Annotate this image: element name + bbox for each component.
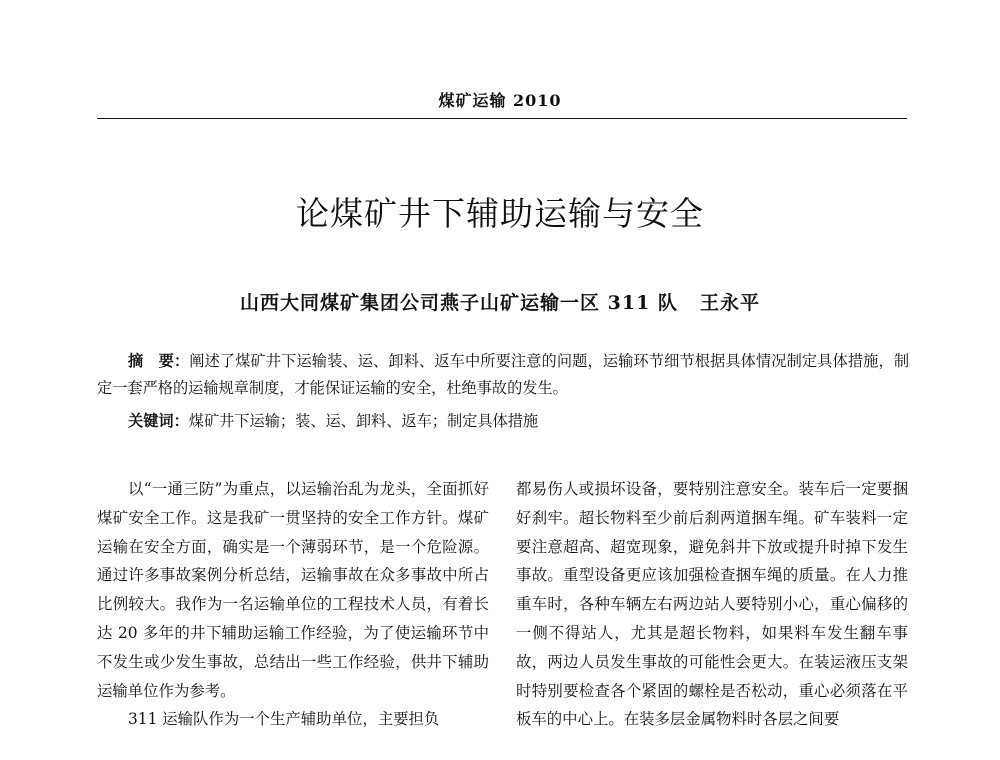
abstract-text: 阐述了煤矿井下运输装、运、卸料、返车中所要注意的问题，运输环节细节根据具体情况制定具体措施，制定一套严格的运输规章制度，才能保证运输的安全，杜绝事故的发生。 [97, 352, 910, 397]
body-paragraph: 以“一通三防”为重点，以运输治乱为龙头，全面抓好煤矿安全工作。这是我矿一贯坚持的安全工作方针。煤矿运输在安全方面，确实是一个薄弱环节，是一个危险源。通过许多事故案例分析总结，运输事故在众多事故中所占比例较大。我作为一名运输单位的工程技术人员，有着长达 20 多年的井下辅助运输工作经验，为了使运输环节中不发生或少发生事故，总结出一些工作经验，供井下辅助运输单位作为参考。 [97, 480, 489, 700]
author-name: 王永平 [699, 292, 760, 314]
abstract-label: 摘 要： [128, 352, 190, 370]
keywords-text: 煤矿井下运输；装、运、卸料、返车；制定具体措施 [188, 412, 539, 430]
affiliation: 山西大同煤矿集团公司燕子山矿运输一区 311 队 [240, 292, 678, 314]
body-paragraph: 都易伤人或损坏设备，要特别注意安全。装车后一定要捆好刹牢。超长物料至少前后刹两道捆车绳。矿车装料一定要注意超高、超宽现象，避免斜井下放或提升时掉下发生事故。重型设备更应该加强检查捆车绳的质量。在人力推重车时，各种车辆左右两边站人要特别小心，重心偏移的一侧不得站人，尤其是超长物料，如果料车发生翻车事故，两边人员发生事故的可能性会更大。在装运液压支架时特别要检查各个紧固的螺栓是否松动，重心必须落在平板车的中心上。在装多层金属物料时各层之间要 [516, 480, 908, 729]
article-title: 论煤矿井下辅助运输与安全 [296, 194, 704, 233]
body-column-right [516, 475, 908, 734]
abstract [97, 348, 909, 402]
byline [0, 288, 1000, 315]
keywords [128, 408, 538, 435]
keywords-label: 关键词： [128, 412, 189, 430]
running-header: 煤矿运输 2010 [438, 91, 562, 110]
body-column-left [97, 475, 489, 734]
header-rule [97, 118, 907, 119]
body-paragraph: 311 运输队作为一个生产辅助单位，主要担负 [128, 710, 440, 729]
